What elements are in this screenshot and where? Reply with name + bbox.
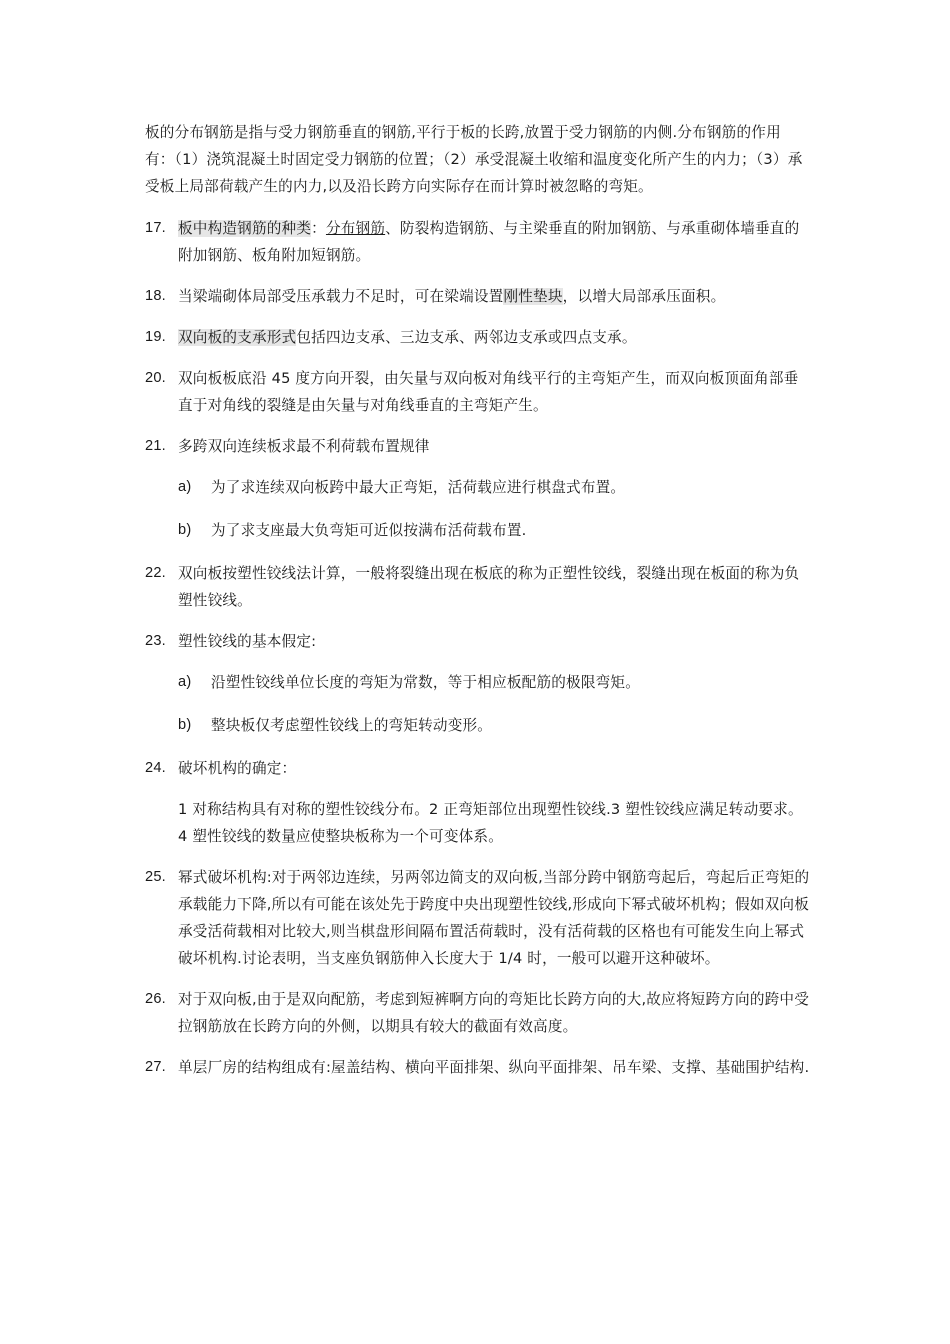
item-text: 多跨双向连续板求最不利荷载布置规律 <box>178 438 430 455</box>
sub-item-21a <box>145 474 810 501</box>
item-number: 17. <box>145 220 166 236</box>
item-number: 23. <box>145 633 166 649</box>
item-number: 21. <box>145 438 166 454</box>
list-item-24 <box>145 755 810 782</box>
highlighted-term: 双向板的支承形式 <box>178 329 297 346</box>
item-number: 19. <box>145 329 166 345</box>
highlighted-term: 板中构造钢筋的种类 <box>178 220 312 237</box>
item-text: 破坏机构的确定： <box>178 760 297 777</box>
list-item-22 <box>145 560 810 614</box>
list-item-19 <box>145 324 810 351</box>
sub-item-label: a) <box>178 479 192 495</box>
highlighted-term: 刚性垫块 <box>503 288 563 305</box>
item-number: 27. <box>145 1059 166 1075</box>
list-item-21 <box>145 433 810 460</box>
list-item-18 <box>145 283 810 310</box>
list-item-20 <box>145 365 810 419</box>
item-text: ： <box>311 220 326 237</box>
item-text: 塑性铰线的基本假定: <box>178 633 317 650</box>
item-text: 当梁端砌体局部受压承载力不足时，可在梁端设置 <box>178 288 504 305</box>
list-item-23 <box>145 628 810 655</box>
list-item-27 <box>145 1054 810 1081</box>
item-text: 对于双向板,由于是双向配筋，考虑到短裤啊方向的弯矩比长跨方向的大,故应将短跨方向的跨中受拉钢筋放在长跨方向的外侧，以期具有较大的截面有效高度。 <box>178 991 810 1035</box>
item-text: 幂式破坏机构:对于两邻边连续，另两邻边简支的双向板,当部分跨中钢筋弯起后，弯起后正弯矩的承载能力下降,所以有可能在该处先于跨度中央出现塑性铰线,形成向下幂式破坏机构；假如双向板承受活荷载相对比较大,则当棋盘形间隔布置活荷载时，没有活荷载的区格也有可能发生向上幂式破坏机构.讨论表明，当支座负钢筋伸入长度大于 1/4 时，一般可以避开这种破坏。 <box>178 869 810 967</box>
sub-item-label: b) <box>178 522 192 538</box>
sub-item-21b <box>145 517 810 544</box>
item-number: 20. <box>145 370 166 386</box>
intro-paragraph: 板的分布钢筋是指与受力钢筋垂直的钢筋,平行于板的长跨,放置于受力钢筋的内侧.分布钢筋的作用有：（1）浇筑混凝土时固定受力钢筋的位置；（2）承受混凝土收缩和温度变化所产生的内力；（3）承受板上局部荷载产生的内力,以及沿长跨方向实际存在而计算时被忽略的弯矩。 <box>145 124 803 195</box>
sub-item-text: 整块板仅考虑塑性铰线上的弯矩转动变形。 <box>211 717 493 734</box>
list-item-26 <box>145 986 810 1040</box>
item-text: 包括四边支承、三边支承、两邻边支承或四点支承。 <box>296 329 637 346</box>
item-text: ，以增大局部承压面积。 <box>562 288 726 305</box>
sub-item-text: 为了求连续双向板跨中最大正弯矩，活荷载应进行棋盘式布置。 <box>211 479 626 496</box>
item-text: 、防裂构造钢筋、与主梁垂直的附加钢筋、与承重砌体墙垂直的附加钢筋、板角附加短钢筋。 <box>178 220 800 264</box>
sub-item-text: 沿塑性铰线单位长度的弯矩为常数，等于相应板配筋的极限弯矩。 <box>211 674 641 691</box>
item-text: 双向板板底沿 45 度方向开裂，由矢量与双向板对角线平行的主弯矩产生，而双向板顶面角部垂直于对角线的裂缝是由矢量与对角线垂直的主弯矩产生。 <box>178 370 799 414</box>
item-text: 单层厂房的结构组成有:屋盖结构、横向平面排架、纵向平面排架、吊车梁、支撑、基础围护结构. <box>178 1059 810 1076</box>
underlined-term: 分布钢筋 <box>325 220 386 237</box>
item-24-continuation: 1 对称结构具有对称的塑性铰线分布。2 正弯矩部位出现塑性铰线.3 塑性铰线应满足转动要求。4 塑性铰线的数量应使整块板称为一个可变体系。 <box>178 801 803 845</box>
sub-item-text: 为了求支座最大负弯矩可近似按满布活荷载布置. <box>211 522 527 539</box>
item-number: 22. <box>145 565 166 581</box>
list-item-25 <box>145 864 810 972</box>
sub-item-label: b) <box>178 717 192 733</box>
item-text: 双向板按塑性铰线法计算，一般将裂缝出现在板底的称为正塑性铰线，裂缝出现在板面的称为负塑性铰线。 <box>178 565 800 609</box>
document-body <box>145 119 810 1095</box>
item-number: 25. <box>145 869 166 885</box>
item-number: 18. <box>145 288 166 304</box>
sub-item-23b <box>145 712 810 739</box>
item-number: 24. <box>145 760 166 776</box>
sub-item-23a <box>145 669 810 696</box>
list-item-17 <box>145 215 810 269</box>
item-number: 26. <box>145 991 166 1007</box>
sub-item-label: a) <box>178 674 192 690</box>
